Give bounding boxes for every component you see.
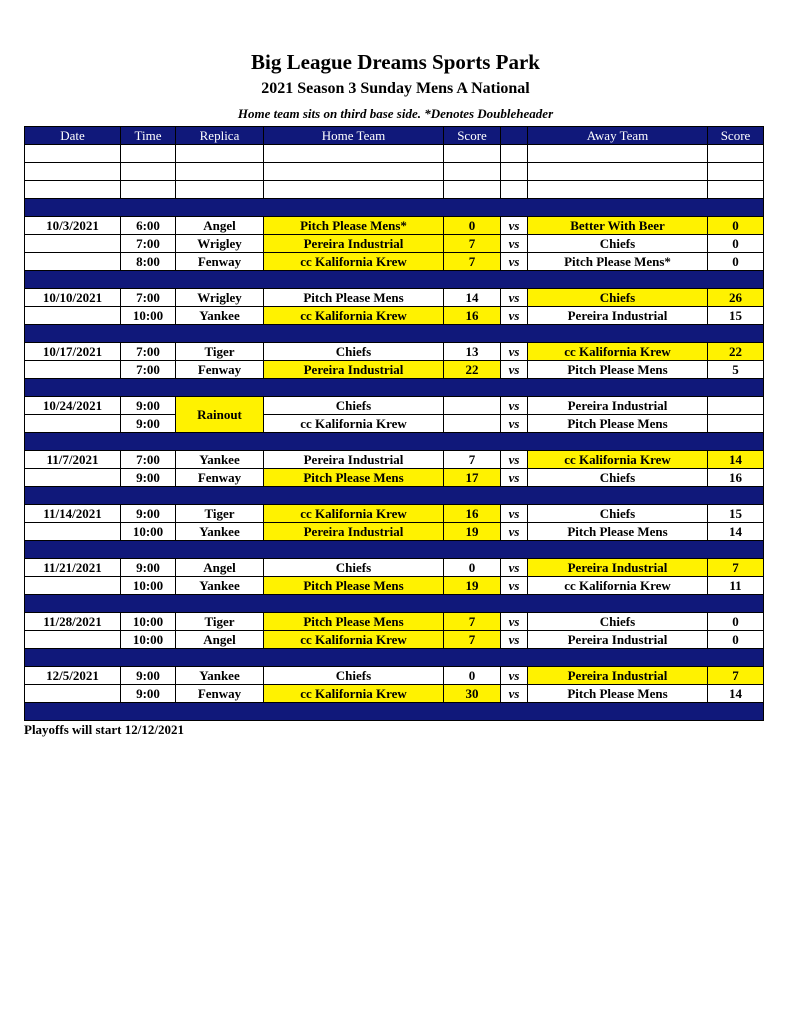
away-score-cell: 7: [708, 559, 764, 577]
away-team-cell: Pitch Please Mens: [528, 685, 708, 703]
vs-cell: vs: [501, 469, 528, 487]
away-score-cell: 14: [708, 523, 764, 541]
home-score-cell: 30: [444, 685, 501, 703]
home-team-cell: Pitch Please Mens: [264, 577, 444, 595]
date-cell: 11/21/2021: [25, 559, 121, 577]
table-row: [25, 505, 764, 523]
vs-cell: vs: [501, 217, 528, 235]
away-score-cell: 16: [708, 469, 764, 487]
replica-cell: Yankee: [176, 523, 264, 541]
away-score-cell: 14: [708, 685, 764, 703]
replica-cell: Angel: [176, 559, 264, 577]
table-row: [25, 577, 764, 595]
home-score-cell: 14: [444, 289, 501, 307]
vs-cell: vs: [501, 289, 528, 307]
home-team-cell: Pitch Please Mens*: [264, 217, 444, 235]
col-home-score: Score: [444, 127, 501, 145]
vs-cell: vs: [501, 253, 528, 271]
time-cell: 9:00: [121, 397, 176, 415]
table-row: [25, 307, 764, 325]
home-team-cell: Pitch Please Mens: [264, 613, 444, 631]
home-team-cell: Pereira Industrial: [264, 451, 444, 469]
time-cell: 6:00: [121, 217, 176, 235]
home-team-cell: Pitch Please Mens: [264, 469, 444, 487]
away-score-cell: [708, 397, 764, 415]
away-score-cell: 15: [708, 505, 764, 523]
away-team-cell: Pereira Industrial: [528, 631, 708, 649]
separator-row: [25, 433, 764, 451]
away-score-cell: 14: [708, 451, 764, 469]
home-score-cell: 19: [444, 577, 501, 595]
away-team-cell: Pereira Industrial: [528, 559, 708, 577]
time-cell: 9:00: [121, 505, 176, 523]
separator-row: [25, 487, 764, 505]
away-team-cell: cc Kalifornia Krew: [528, 451, 708, 469]
time-cell: 9:00: [121, 559, 176, 577]
vs-cell: vs: [501, 415, 528, 433]
time-cell: 7:00: [121, 235, 176, 253]
vs-cell: vs: [501, 235, 528, 253]
col-away-team: Away Team: [528, 127, 708, 145]
header-row: [25, 127, 764, 145]
replica-cell: Yankee: [176, 577, 264, 595]
vs-cell: vs: [501, 343, 528, 361]
table-row: [25, 613, 764, 631]
time-cell: 8:00: [121, 253, 176, 271]
home-team-cell: cc Kalifornia Krew: [264, 415, 444, 433]
replica-cell: Yankee: [176, 307, 264, 325]
vs-cell: vs: [501, 685, 528, 703]
replica-cell: Yankee: [176, 451, 264, 469]
date-cell: 10/3/2021: [25, 217, 121, 235]
blank-row: [25, 163, 764, 181]
home-score-cell: 0: [444, 217, 501, 235]
date-cell: [25, 235, 121, 253]
table-row: [25, 667, 764, 685]
table-row: [25, 469, 764, 487]
away-score-cell: 11: [708, 577, 764, 595]
away-team-cell: cc Kalifornia Krew: [528, 577, 708, 595]
date-cell: 11/14/2021: [25, 505, 121, 523]
home-team-cell: Pereira Industrial: [264, 523, 444, 541]
date-cell: [25, 685, 121, 703]
home-score-cell: 13: [444, 343, 501, 361]
away-team-cell: Pitch Please Mens: [528, 523, 708, 541]
vs-cell: vs: [501, 631, 528, 649]
separator-row: [25, 271, 764, 289]
table-row: [25, 451, 764, 469]
home-team-cell: Chiefs: [264, 559, 444, 577]
away-score-cell: [708, 415, 764, 433]
col-time: Time: [121, 127, 176, 145]
separator-row: [25, 325, 764, 343]
replica-cell: Fenway: [176, 685, 264, 703]
away-score-cell: 22: [708, 343, 764, 361]
away-score-cell: 26: [708, 289, 764, 307]
home-score-cell: 22: [444, 361, 501, 379]
vs-cell: vs: [501, 559, 528, 577]
vs-cell: vs: [501, 307, 528, 325]
table-row: [25, 631, 764, 649]
away-score-cell: 15: [708, 307, 764, 325]
home-team-cell: Pereira Industrial: [264, 361, 444, 379]
away-team-cell: Chiefs: [528, 235, 708, 253]
table-row: [25, 217, 764, 235]
home-score-cell: 0: [444, 667, 501, 685]
away-team-cell: Pitch Please Mens: [528, 361, 708, 379]
time-cell: 10:00: [121, 631, 176, 649]
home-team-cell: cc Kalifornia Krew: [264, 631, 444, 649]
time-cell: 10:00: [121, 613, 176, 631]
date-cell: [25, 523, 121, 541]
time-cell: 10:00: [121, 523, 176, 541]
table-row: [25, 559, 764, 577]
table-row: [25, 685, 764, 703]
table-row: [25, 343, 764, 361]
separator-row: [25, 199, 764, 217]
home-team-cell: cc Kalifornia Krew: [264, 505, 444, 523]
separator-row: [25, 703, 764, 721]
away-score-cell: 0: [708, 217, 764, 235]
page-title: Big League Dreams Sports Park: [251, 50, 540, 74]
date-cell: [25, 361, 121, 379]
home-team-cell: Chiefs: [264, 667, 444, 685]
away-team-cell: cc Kalifornia Krew: [528, 343, 708, 361]
vs-cell: vs: [501, 361, 528, 379]
home-team-cell: cc Kalifornia Krew: [264, 253, 444, 271]
date-cell: [25, 253, 121, 271]
away-team-cell: Better With Beer: [528, 217, 708, 235]
table-row: [25, 289, 764, 307]
date-cell: 10/24/2021: [25, 397, 121, 415]
replica-cell: Tiger: [176, 505, 264, 523]
time-cell: 7:00: [121, 451, 176, 469]
table-row: [25, 523, 764, 541]
away-score-cell: 0: [708, 253, 764, 271]
separator-row: [25, 379, 764, 397]
table-row: [25, 415, 764, 433]
vs-cell: vs: [501, 505, 528, 523]
page-subtitle: 2021 Season 3 Sunday Mens A National: [261, 80, 530, 97]
away-score-cell: 5: [708, 361, 764, 379]
home-score-cell: 17: [444, 469, 501, 487]
col-home-team: Home Team: [264, 127, 444, 145]
home-team-cell: Pereira Industrial: [264, 235, 444, 253]
blank-row: [25, 181, 764, 199]
time-cell: 9:00: [121, 685, 176, 703]
table-row: [25, 361, 764, 379]
table-row: [25, 253, 764, 271]
rainout-cell: Rainout: [176, 397, 264, 433]
away-score-cell: 0: [708, 613, 764, 631]
replica-cell: Wrigley: [176, 289, 264, 307]
home-score-cell: 7: [444, 631, 501, 649]
home-score-cell: 7: [444, 253, 501, 271]
vs-cell: vs: [501, 451, 528, 469]
time-cell: 10:00: [121, 577, 176, 595]
away-team-cell: Chiefs: [528, 289, 708, 307]
replica-cell: Fenway: [176, 253, 264, 271]
schedule-table: [24, 126, 764, 721]
date-cell: 10/10/2021: [25, 289, 121, 307]
replica-cell: Fenway: [176, 469, 264, 487]
away-team-cell: Chiefs: [528, 469, 708, 487]
away-team-cell: Pereira Industrial: [528, 667, 708, 685]
date-cell: [25, 415, 121, 433]
replica-cell: Angel: [176, 631, 264, 649]
separator-row: [25, 595, 764, 613]
col-vs: [501, 127, 528, 145]
replica-cell: Wrigley: [176, 235, 264, 253]
away-team-cell: Pitch Please Mens*: [528, 253, 708, 271]
home-score-cell: 16: [444, 307, 501, 325]
separator-row: [25, 649, 764, 667]
date-cell: [25, 307, 121, 325]
away-score-cell: 7: [708, 667, 764, 685]
away-team-cell: Pereira Industrial: [528, 397, 708, 415]
away-score-cell: 0: [708, 631, 764, 649]
away-team-cell: Pitch Please Mens: [528, 415, 708, 433]
replica-cell: Fenway: [176, 361, 264, 379]
time-cell: 9:00: [121, 469, 176, 487]
vs-cell: vs: [501, 613, 528, 631]
home-team-cell: Pitch Please Mens: [264, 289, 444, 307]
vs-cell: vs: [501, 667, 528, 685]
time-cell: 7:00: [121, 361, 176, 379]
home-score-cell: [444, 415, 501, 433]
vs-cell: vs: [501, 523, 528, 541]
date-cell: [25, 577, 121, 595]
playoffs-note: Playoffs will start 12/12/2021: [24, 722, 184, 737]
time-cell: 10:00: [121, 307, 176, 325]
home-team-cell: Chiefs: [264, 343, 444, 361]
date-cell: [25, 469, 121, 487]
table-row: [25, 397, 764, 415]
page-note: Home team sits on third base side. *Denotes Doubleheader: [237, 106, 554, 121]
time-cell: 9:00: [121, 667, 176, 685]
time-cell: 7:00: [121, 289, 176, 307]
replica-cell: Tiger: [176, 343, 264, 361]
home-team-cell: cc Kalifornia Krew: [264, 307, 444, 325]
col-away-score: Score: [708, 127, 764, 145]
time-cell: 7:00: [121, 343, 176, 361]
away-team-cell: Chiefs: [528, 613, 708, 631]
date-cell: 11/7/2021: [25, 451, 121, 469]
col-replica: Replica: [176, 127, 264, 145]
home-score-cell: 0: [444, 559, 501, 577]
time-cell: 9:00: [121, 415, 176, 433]
home-score-cell: 7: [444, 235, 501, 253]
vs-cell: vs: [501, 397, 528, 415]
replica-cell: Yankee: [176, 667, 264, 685]
home-score-cell: 19: [444, 523, 501, 541]
date-cell: 12/5/2021: [25, 667, 121, 685]
date-cell: [25, 631, 121, 649]
away-score-cell: 0: [708, 235, 764, 253]
home-score-cell: 7: [444, 613, 501, 631]
replica-cell: Tiger: [176, 613, 264, 631]
home-team-cell: Chiefs: [264, 397, 444, 415]
date-cell: 11/28/2021: [25, 613, 121, 631]
away-team-cell: Pereira Industrial: [528, 307, 708, 325]
home-score-cell: 7: [444, 451, 501, 469]
home-score-cell: [444, 397, 501, 415]
blank-row: [25, 145, 764, 163]
home-team-cell: cc Kalifornia Krew: [264, 685, 444, 703]
vs-cell: vs: [501, 577, 528, 595]
away-team-cell: Chiefs: [528, 505, 708, 523]
separator-row: [25, 541, 764, 559]
date-cell: 10/17/2021: [25, 343, 121, 361]
table-row: [25, 235, 764, 253]
replica-cell: Angel: [176, 217, 264, 235]
col-date: Date: [25, 127, 121, 145]
home-score-cell: 16: [444, 505, 501, 523]
